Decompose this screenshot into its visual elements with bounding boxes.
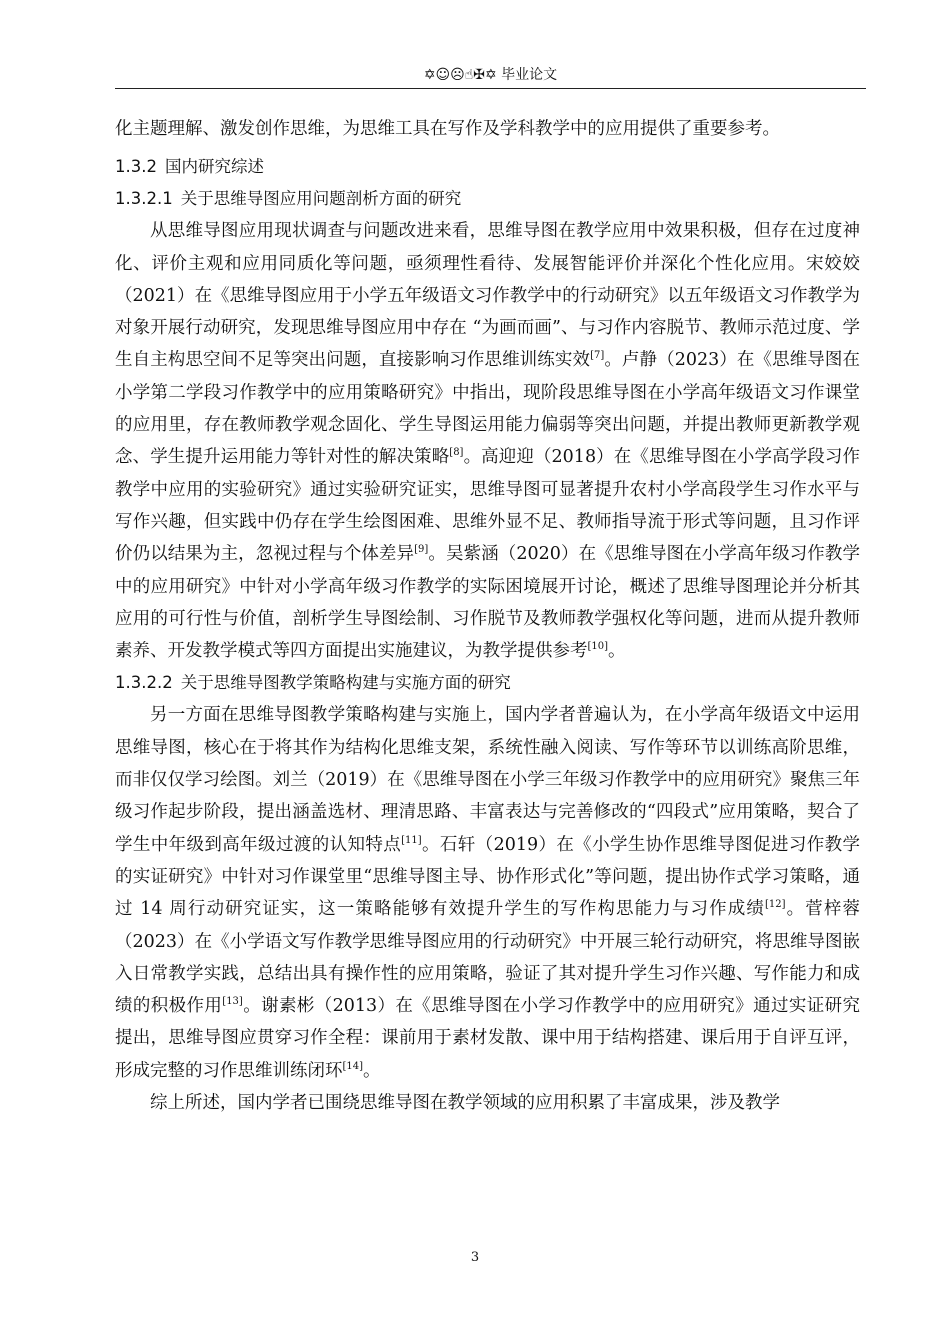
- header-title: ✡☺☹☝✠✡ 毕业论文: [423, 67, 558, 83]
- paragraph-continuation: 化主题理解、激发创作思维，为思维工具在写作及学科教学中的应用提供了重要参考。: [115, 119, 780, 139]
- text-run: 。谢素彬（2013）在《思维导图在小学习作教学中的应用研究》通过实证研究提出，思维导图应贯穿习作全程：课前用于素材发散、课中用于结构搭建、课后用于自评互评，形成完整的习作思维训练闭环: [115, 996, 860, 1081]
- section-heading-1-3-2: [115, 151, 860, 183]
- page-header: [115, 62, 866, 89]
- section-number: 1.3.2: [115, 157, 157, 177]
- text-run: 。: [363, 1060, 381, 1081]
- citation-ref: [7]: [590, 350, 605, 362]
- subsection-title: 关于思维导图教学策略构建与实施方面的研究: [180, 673, 511, 693]
- citation-ref: [13]: [222, 996, 243, 1008]
- text-run: 。石轩（2019）在《小学生协作思维导图促进习作教学的实证研究》中针对习作课堂里“思维导图主导、协作形式化”等问题，提出协作式学习策略，通过 14 周行动研究证实，这一策略能够有效提升学生的写作构思能力与习作成绩: [115, 834, 860, 920]
- citation-ref: [10]: [587, 641, 609, 653]
- paragraph-problem-analysis: [115, 215, 860, 667]
- subsection-heading-1-3-2-2: [115, 667, 860, 699]
- text-run: 另一方面在思维导图教学策略构建与实施上，国内学者普遍认为，在小学高年级语文中运用思维导图，核心在于将其作为结构化思维支架，系统性融入阅读、写作等环节以训练高阶思维，而非仅仅学习绘图。刘兰（2019）在《思维导图在小学三年级习作教学中的应用研究》聚焦三年级习作起步阶段，提出涵盖选材、理清思路、丰富表达与完善修改的“四段式”应用策略，契合了学生中年级到高年级过渡的认知特点: [115, 705, 860, 855]
- text-run: 。卢静（2023）在《思维导图在小学第二学段习作教学中的应用策略研究》中指出，现阶段思维导图在小学高年级语文习作课堂的应用里，存在教师教学观念固化、学生导图运用能力偏弱等突出问题，并提出教师更新教学观念、学生提升运用能力等针对性的解决策略: [115, 350, 860, 468]
- text-run: 从思维导图应用现状调查与问题改进来看，思维导图在教学应用中效果积极，但存在过度神化、评价主观和应用同质化等问题，亟须理性看待、发展智能评价并深化个性化应用。宋姣姣（2021）在《思维导图应用于小学五年级语文习作教学中的行动研究》以五年级语文习作教学为对象开展行动研究，发现思维导图应用中存在 “为画而画”、与习作内容脱节、教师示范过度、学生自主构思空间不足等突出问题，直接影响习作思维训练实效: [115, 221, 860, 371]
- citation-ref: [8]: [449, 447, 464, 459]
- text-run: 。菅梓蓉（2023）在《小学语文写作教学思维导图应用的行动研究》中开展三轮行动研究，将思维导图嵌入日常教学实践，总结出具有操作性的应用策略，验证了其对提升学生习作兴趣、写作能力和成绩的积极作用: [115, 899, 860, 1017]
- section-title: 国内研究综述: [164, 157, 264, 177]
- body-text: [115, 113, 860, 1119]
- citation-ref: [11]: [401, 834, 422, 846]
- subsection-number: 1.3.2.2: [115, 673, 173, 693]
- subsection-heading-1-3-2-1: [115, 183, 860, 215]
- paragraph-summary: 综上所述，国内学者已围绕思维导图在教学领域的应用积累了丰富成果，涉及教学: [150, 1093, 780, 1114]
- text-run: 。: [608, 641, 626, 662]
- citation-ref: [12]: [765, 899, 786, 911]
- text-run: 。高迎迎（2018）在《思维导图在小学高学段习作教学中应用的实验研究》通过实验研究证实，思维导图可显著提升农村小学高段学生习作水平与写作兴趣，但实践中仍存在学生绘图困难、思维外显不足、教师指导流于形式等问题，且习作评价仍以结果为主，忽视过程与个体差异: [115, 447, 860, 565]
- page-number: 3: [470, 1250, 480, 1265]
- citation-ref: [9]: [414, 544, 429, 556]
- citation-ref: [14]: [342, 1060, 364, 1072]
- subsection-number: 1.3.2.1: [115, 189, 173, 209]
- text-run: 。吴紫涵（2020）在《思维导图在小学高年级习作教学中的应用研究》中针对小学高年级习作教学的实际困境展开讨论，概述了思维导图理论并分析其应用的可行性与价值，剖析学生导图绘制、习作脱节及教师教学强权化等问题，进而从提升教师素养、开发教学模式等四方面提出实施建议，为教学提供参考: [115, 544, 860, 662]
- subsection-title: 关于思维导图应用问题剖析方面的研究: [180, 189, 462, 209]
- paragraph-teaching-strategy: [115, 699, 860, 1087]
